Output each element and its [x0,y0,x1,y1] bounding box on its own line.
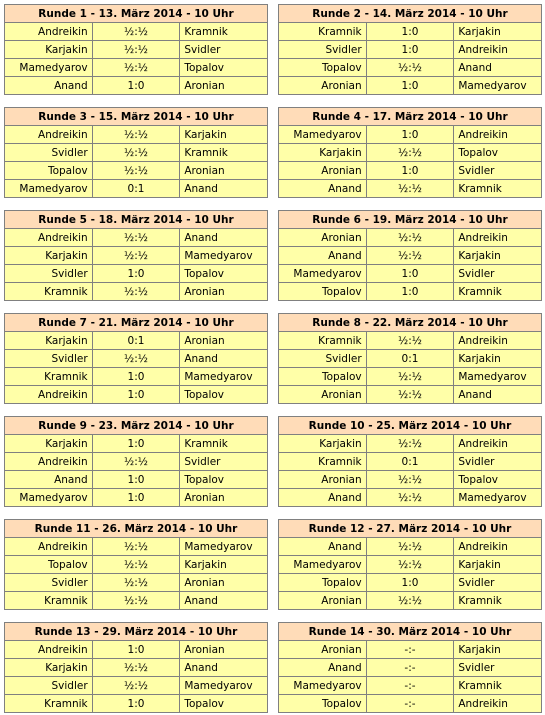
game-row [279,556,542,574]
round-title: Runde 11 - 26. März 2014 - 10 Uhr [5,520,268,538]
game-row [5,574,268,592]
black-player: Svidler [180,41,268,59]
black-player: Kramnik [180,435,268,453]
round-title: Runde 5 - 18. März 2014 - 10 Uhr [5,211,268,229]
round-title: Runde 6 - 19. März 2014 - 10 Uhr [279,211,542,229]
white-player: Karjakin [5,41,93,59]
game-row [5,247,268,265]
white-player: Andreikin [5,538,93,556]
black-player: Topalov [180,59,268,77]
game-row [279,641,542,659]
black-player: Karjakin [454,556,542,574]
white-player: Topalov [279,283,367,301]
black-player: Mamedyarov [180,677,268,695]
game-row [279,435,542,453]
black-player: Svidler [454,574,542,592]
game-result: ½:½ [366,435,454,453]
black-player: Aronian [180,489,268,507]
black-player: Andreikin [454,126,542,144]
game-row [279,386,542,404]
round-header-row [279,108,542,126]
black-player: Aronian [180,162,268,180]
white-player: Topalov [279,368,367,386]
game-result: 1:0 [92,265,180,283]
game-row [5,350,268,368]
game-row [279,247,542,265]
game-result: 0:1 [366,453,454,471]
game-result: 1:0 [92,386,180,404]
round-title: Runde 2 - 14. März 2014 - 10 Uhr [279,5,542,23]
game-result: 1:0 [366,162,454,180]
black-player: Andreikin [454,332,542,350]
white-player: Mamedyarov [279,556,367,574]
round-header-row [5,5,268,23]
game-row [5,453,268,471]
black-player: Mamedyarov [454,489,542,507]
white-player: Svidler [5,677,93,695]
game-result: 1:0 [92,471,180,489]
white-player: Svidler [5,350,93,368]
game-row [5,368,268,386]
white-player: Andreikin [5,641,93,659]
game-row [5,332,268,350]
game-row [5,677,268,695]
round-table [4,210,268,301]
black-player: Kramnik [454,677,542,695]
game-result: ½:½ [92,144,180,162]
game-row [5,59,268,77]
round-title: Runde 1 - 13. März 2014 - 10 Uhr [5,5,268,23]
black-player: Mamedyarov [180,247,268,265]
white-player: Mamedyarov [5,489,93,507]
white-player: Aronian [279,386,367,404]
game-result: ½:½ [366,471,454,489]
white-player: Topalov [279,59,367,77]
game-result: 1:0 [366,77,454,95]
game-row [279,471,542,489]
game-row [279,489,542,507]
round-header-row [5,211,268,229]
game-result: ½:½ [366,180,454,198]
black-player: Kramnik [180,144,268,162]
round-table [278,4,542,95]
game-row [5,435,268,453]
game-result: ½:½ [92,126,180,144]
game-result: ½:½ [366,556,454,574]
white-player: Aronian [279,592,367,610]
black-player: Topalov [180,695,268,713]
white-player: Kramnik [5,592,93,610]
black-player: Svidler [180,453,268,471]
game-row [5,592,268,610]
game-result: ½:½ [92,592,180,610]
black-player: Kramnik [454,180,542,198]
game-row [279,332,542,350]
round-header-row [5,314,268,332]
black-player: Mamedyarov [180,368,268,386]
round-title: Runde 4 - 17. März 2014 - 10 Uhr [279,108,542,126]
game-row [279,162,542,180]
game-result: ½:½ [92,162,180,180]
black-player: Karjakin [454,641,542,659]
game-result: 1:0 [366,126,454,144]
game-row [279,59,542,77]
game-row [279,350,542,368]
game-result: ½:½ [92,538,180,556]
white-player: Andreikin [5,453,93,471]
black-player: Anand [180,350,268,368]
white-player: Topalov [279,695,367,713]
game-result: 0:1 [92,332,180,350]
game-result: 1:0 [366,23,454,41]
white-player: Anand [279,247,367,265]
black-player: Andreikin [454,695,542,713]
game-result: 0:1 [92,180,180,198]
game-result: ½:½ [92,229,180,247]
game-row [279,180,542,198]
round-table [4,622,268,713]
black-player: Anand [180,592,268,610]
black-player: Topalov [454,471,542,489]
white-player: Kramnik [279,453,367,471]
game-row [279,265,542,283]
black-player: Andreikin [454,538,542,556]
black-player: Aronian [180,77,268,95]
game-row [5,386,268,404]
black-player: Anand [454,59,542,77]
round-title: Runde 7 - 21. März 2014 - 10 Uhr [5,314,268,332]
white-player: Andreikin [5,386,93,404]
round-table [278,416,542,507]
game-result: ½:½ [366,59,454,77]
game-result: ½:½ [92,23,180,41]
round-header-row [5,417,268,435]
round-header-row [279,5,542,23]
black-player: Mamedyarov [454,77,542,95]
white-player: Svidler [5,265,93,283]
white-player: Kramnik [5,283,93,301]
game-row [279,77,542,95]
game-result: 1:0 [92,435,180,453]
game-result: ½:½ [92,677,180,695]
game-row [279,126,542,144]
white-player: Svidler [279,41,367,59]
black-player: Anand [180,229,268,247]
game-row [5,162,268,180]
black-player: Aronian [180,283,268,301]
game-result: ½:½ [366,229,454,247]
white-player: Kramnik [5,368,93,386]
white-player: Aronian [279,162,367,180]
white-player: Kramnik [279,332,367,350]
round-header-row [5,520,268,538]
game-result: 1:0 [92,489,180,507]
white-player: Aronian [279,471,367,489]
black-player: Anand [180,180,268,198]
black-player: Topalov [180,265,268,283]
black-player: Topalov [180,386,268,404]
white-player: Topalov [5,162,93,180]
game-result: 1:0 [92,368,180,386]
white-player: Andreikin [5,23,93,41]
game-row [5,538,268,556]
game-result: 1:0 [366,41,454,59]
round-header-row [5,623,268,641]
game-row [279,144,542,162]
game-result: ½:½ [92,41,180,59]
white-player: Anand [279,538,367,556]
black-player: Mamedyarov [454,368,542,386]
game-row [5,265,268,283]
black-player: Andreikin [454,435,542,453]
round-table [4,4,268,95]
white-player: Topalov [5,556,93,574]
game-result: 1:0 [366,283,454,301]
game-row [279,592,542,610]
game-result: ½:½ [92,350,180,368]
game-row [5,41,268,59]
black-player: Kramnik [180,23,268,41]
game-result: ½:½ [92,659,180,677]
round-table [278,313,542,404]
black-player: Karjakin [454,350,542,368]
game-row [5,659,268,677]
game-result: ½:½ [92,574,180,592]
game-result: ½:½ [366,386,454,404]
black-player: Karjakin [180,556,268,574]
black-player: Kramnik [454,592,542,610]
white-player: Andreikin [5,126,93,144]
round-title: Runde 12 - 27. März 2014 - 10 Uhr [279,520,542,538]
round-title: Runde 13 - 29. März 2014 - 10 Uhr [5,623,268,641]
white-player: Topalov [279,574,367,592]
game-result: ½:½ [92,556,180,574]
game-row [279,41,542,59]
round-header-row [279,417,542,435]
round-table [4,313,268,404]
game-result: 1:0 [366,265,454,283]
white-player: Kramnik [279,23,367,41]
game-result: 1:0 [366,574,454,592]
game-result: -:- [366,677,454,695]
game-row [5,77,268,95]
game-row [279,229,542,247]
game-row [5,695,268,713]
game-row [5,556,268,574]
white-player: Karjakin [279,144,367,162]
round-table [4,416,268,507]
white-player: Karjakin [5,247,93,265]
game-result: ½:½ [92,453,180,471]
white-player: Anand [279,489,367,507]
game-result: -:- [366,659,454,677]
white-player: Kramnik [5,695,93,713]
black-player: Aronian [180,641,268,659]
round-title: Runde 10 - 25. März 2014 - 10 Uhr [279,417,542,435]
game-result: -:- [366,641,454,659]
game-result: ½:½ [366,247,454,265]
white-player: Anand [5,471,93,489]
black-player: Topalov [454,144,542,162]
game-result: ½:½ [366,144,454,162]
game-result: ½:½ [92,247,180,265]
game-result: -:- [366,695,454,713]
black-player: Aronian [180,332,268,350]
white-player: Andreikin [5,229,93,247]
game-result: ½:½ [366,332,454,350]
white-player: Mamedyarov [5,180,93,198]
black-player: Aronian [180,574,268,592]
white-player: Svidler [5,144,93,162]
white-player: Svidler [5,574,93,592]
game-row [279,283,542,301]
round-table [278,210,542,301]
game-row [279,23,542,41]
white-player: Mamedyarov [279,265,367,283]
round-title: Runde 14 - 30. März 2014 - 10 Uhr [279,623,542,641]
game-row [279,574,542,592]
game-result: ½:½ [366,368,454,386]
round-header-row [279,314,542,332]
game-row [279,659,542,677]
black-player: Karjakin [454,247,542,265]
black-player: Svidler [454,659,542,677]
black-player: Kramnik [454,283,542,301]
white-player: Mamedyarov [279,126,367,144]
round-title: Runde 9 - 23. März 2014 - 10 Uhr [5,417,268,435]
game-result: ½:½ [366,592,454,610]
round-header-row [279,520,542,538]
black-player: Topalov [180,471,268,489]
white-player: Aronian [279,641,367,659]
white-player: Mamedyarov [279,677,367,695]
game-row [5,126,268,144]
game-result: 1:0 [92,695,180,713]
white-player: Karjakin [279,435,367,453]
black-player: Andreikin [454,41,542,59]
round-table [278,519,542,610]
black-player: Svidler [454,453,542,471]
white-player: Anand [5,77,93,95]
round-header-row [5,108,268,126]
black-player: Karjakin [180,126,268,144]
white-player: Karjakin [5,435,93,453]
white-player: Karjakin [5,332,93,350]
black-player: Mamedyarov [180,538,268,556]
round-title: Runde 8 - 22. März 2014 - 10 Uhr [279,314,542,332]
game-result: ½:½ [366,538,454,556]
round-header-row [279,211,542,229]
game-row [5,229,268,247]
game-result: 1:0 [92,641,180,659]
black-player: Svidler [454,265,542,283]
white-player: Svidler [279,350,367,368]
game-row [5,144,268,162]
game-row [5,283,268,301]
game-row [279,538,542,556]
game-row [5,489,268,507]
round-table [4,107,268,198]
round-header-row [279,623,542,641]
game-result: 0:1 [366,350,454,368]
round-table [278,107,542,198]
black-player: Karjakin [454,23,542,41]
game-result: 1:0 [92,77,180,95]
round-title: Runde 3 - 15. März 2014 - 10 Uhr [5,108,268,126]
game-result: ½:½ [92,59,180,77]
game-row [5,471,268,489]
white-player: Aronian [279,77,367,95]
black-player: Svidler [454,162,542,180]
game-row [279,677,542,695]
white-player: Anand [279,659,367,677]
game-row [279,695,542,713]
game-row [279,453,542,471]
black-player: Anand [180,659,268,677]
game-row [5,23,268,41]
game-row [279,368,542,386]
game-result: ½:½ [92,283,180,301]
game-row [5,641,268,659]
game-result: ½:½ [366,489,454,507]
black-player: Anand [454,386,542,404]
round-table [278,622,542,713]
black-player: Andreikin [454,229,542,247]
white-player: Mamedyarov [5,59,93,77]
game-row [5,180,268,198]
white-player: Karjakin [5,659,93,677]
round-table [4,519,268,610]
white-player: Aronian [279,229,367,247]
white-player: Anand [279,180,367,198]
